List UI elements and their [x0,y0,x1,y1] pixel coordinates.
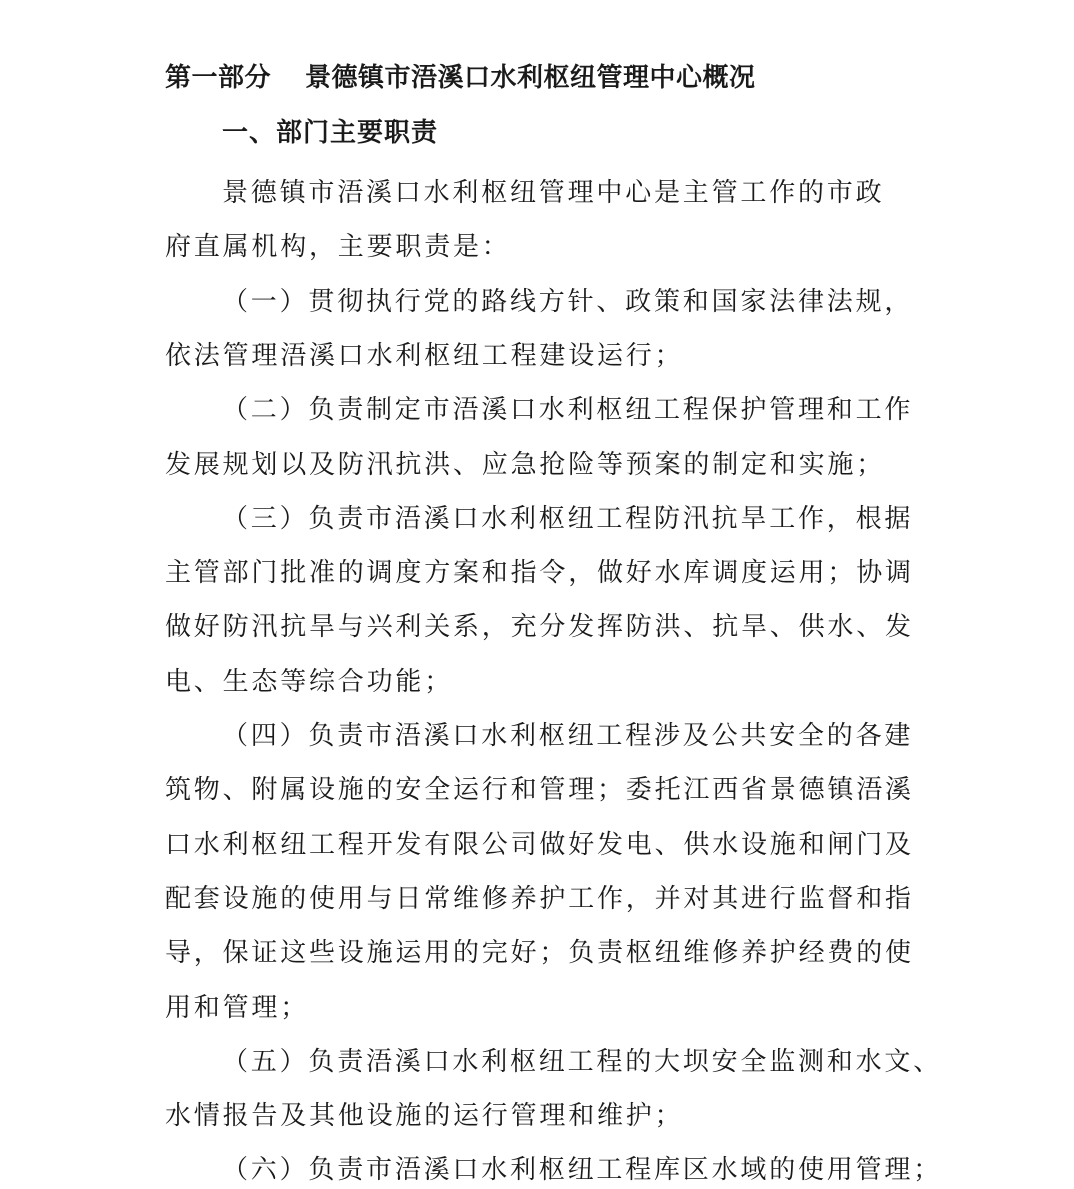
paragraph-line: 府直属机构，主要职责是： [165,232,511,263]
paragraph-line: 口水利枢纽工程开发有限公司做好发电、供水设施和闸门及 [165,829,914,860]
paragraph-first-line: （五）负责浯溪口水利枢纽工程的大坝安全监测和水文、 [222,1046,943,1077]
paragraph-first-line: （一）贯彻执行党的路线方针、政策和国家法律法规， [222,286,914,317]
paragraph-first-line: （三）负责市浯溪口水利枢纽工程防汛抗旱工作，根据 [222,503,914,534]
paragraph-line: 主管部门批准的调度方案和指令，做好水库调度运用；协调 [165,558,914,589]
paragraph-line: 筑物、附属设施的安全运行和管理；委托江西省景德镇浯溪 [165,775,914,806]
paragraph-line: 用和管理； [165,992,310,1023]
paragraph-line: 电、生态等综合功能； [165,666,454,697]
paragraph-line: 水情报告及其他设施的运行管理和维护； [165,1101,684,1132]
part-name: 景德镇市浯溪口水利枢纽管理中心概况 [305,63,756,93]
paragraph-first-line: （四）负责市浯溪口水利枢纽工程涉及公共安全的各建 [222,721,914,751]
part-title [165,61,756,95]
paragraph-line: 导，保证这些设施运用的完好；负责枢纽维修养护经费的使 [165,938,914,969]
paragraph-line: 配套设施的使用与日常维修养护工作，并对其进行监督和指 [165,883,914,914]
paragraph-first-line: （六）负责市浯溪口水利枢纽工程库区水域的使用管理； [222,1155,943,1186]
paragraph-line: 发展规划以及防汛抗洪、应急抢险等预案的制定和实施； [165,449,886,480]
section-heading: 一、部门主要职责 [222,118,439,148]
paragraph-first-line: （二）负责制定市浯溪口水利枢纽工程保护管理和工作 [222,395,914,426]
paragraph-line: 做好防汛抗旱与兴利关系，充分发挥防洪、抗旱、供水、发 [165,612,914,643]
paragraph-line: 依法管理浯溪口水利枢纽工程建设运行； [165,340,684,371]
paragraph-first-line: 景德镇市浯溪口水利枢纽管理中心是主管工作的市政 [222,178,885,208]
part-number: 第一部分 [165,63,272,93]
